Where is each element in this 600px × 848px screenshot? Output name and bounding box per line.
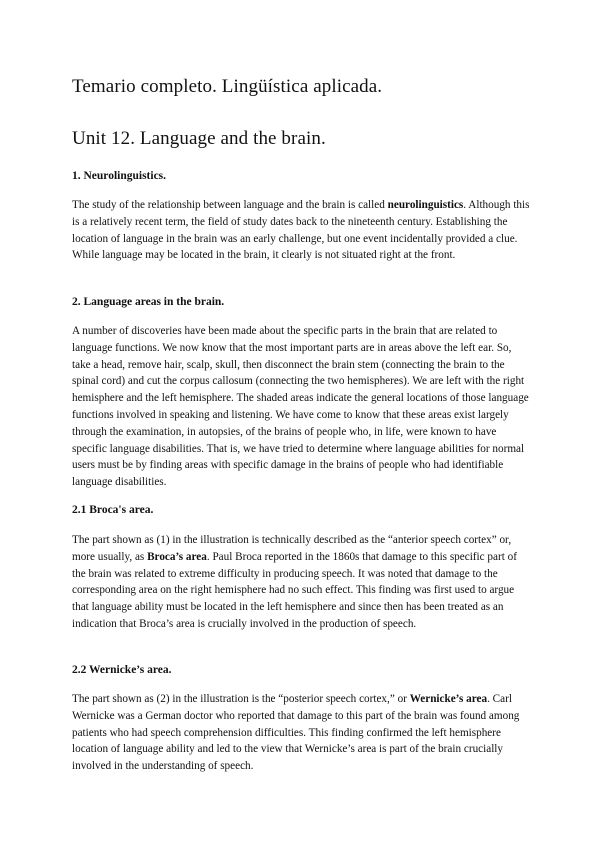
bold-term-wernickes-area: Wernicke’s area [409,693,488,705]
paragraph-text: . Paul Broca reported in the 1860s that damage to this specific part of the brain was related to extreme difficulty in producing speech. It was noted that damage to the corresponding area on the right hemisphere had no such effect. This finding was first used to argue that language ability must be located in the left hemisphere and since then has been treated as an indication that Broca’s area is crucially involved in the production of speech. [72,550,517,630]
bold-term-neurolinguistics: neurolinguistics [387,199,464,211]
paragraph-text: . Carl Wernicke was a German doctor who reported that damage to this part of the brain was found among patients who had speech comprehension difficulties. This finding confirmed the left hemisphere location of language ability and led to the view that Wernicke’s area is part of the brain crucially involved in the understanding of speech. [72,693,520,773]
document-title: Temario completo. Lingüística aplicada. [72,76,383,97]
section-heading-neurolinguistics: 1. Neurolinguistics. [72,170,167,182]
paragraph-text: . Although this is a relatively recent term, the field of study dates back to the nineteenth century. Establishing the location of language in the brain was an early challenge, but one event incidentally provided a clue. While language may be located in the brain, it clearly is not situated right at the front. [72,199,530,262]
section-heading-language-areas: 2. Language areas in the brain. [72,296,225,308]
paragraph-brocas-area [72,532,532,633]
paragraph-text: The part shown as (1) in the illustration is technically described as the “anterior speech cortex” or, more usually, as [72,534,512,563]
paragraph-language-areas: A number of discoveries have been made about the specific parts in the brain that are related to language functions. We now know that the most important parts are in areas above the left ear. So, take a head, remove hair, scalp, skull, then disconnect the brain stem (connecting the brain to the spinal cord) and cut the corpus callosum (connecting the two hemispheres). We are left with the right hemisphere and the left hemisphere. The shaded areas indicate the general locations of those language functions involved in speaking and listening. We have come to know that these areas exist largely through the examination, in autopsies, of the brains of people who, in life, were known to have specific language disabilities. That is, we have tried to determine where language abilities for normal users must be by finding areas with specific damage in the brains of people who had identifiable language disabilities. [72,325,529,489]
bold-term-brocas-area: Broca’s area [147,550,207,563]
paragraph-text: The part shown as (2) in the illustration is the “posterior speech cortex,” or [72,693,410,705]
paragraph-wernickes-area [72,691,532,775]
paragraph-neurolinguistics [72,197,532,264]
unit-title: Unit 12. Language and the brain. [72,128,326,149]
section-heading-brocas-area: 2.1 Broca's area. [72,504,154,516]
section-heading-wernickes-area: 2.2 Wernicke’s area. [72,664,172,676]
paragraph-text: The study of the relationship between language and the brain is called [72,199,388,211]
